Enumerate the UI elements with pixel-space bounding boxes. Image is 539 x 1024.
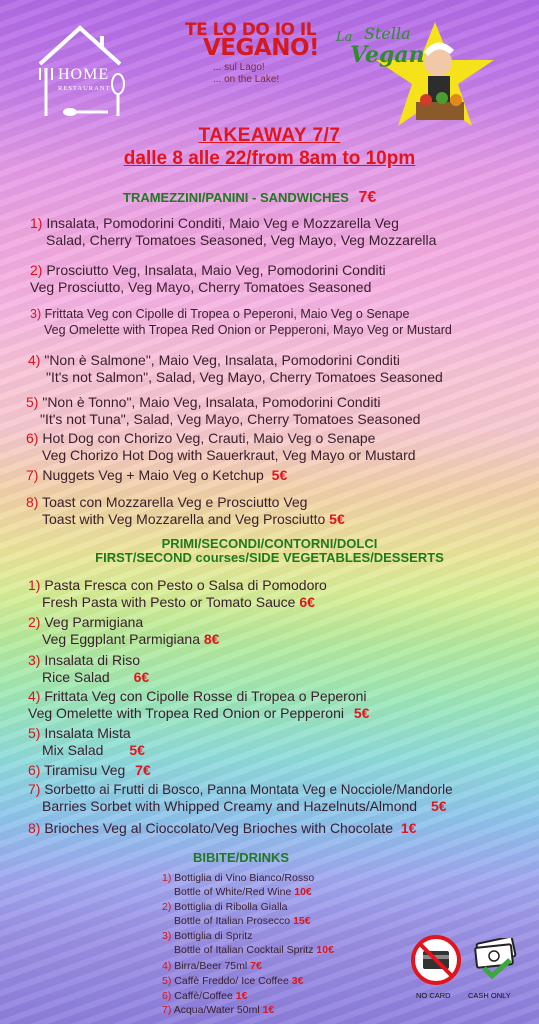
course-item-4 [28,688,369,722]
item-number: 8) [26,494,39,510]
no-card-label: NO CARD [416,991,451,1000]
item-en: Fresh Pasta with Pesto or Tomato Sauce [42,594,296,610]
hours-title: dalle 8 alle 22/from 8am to 10pm [123,148,416,169]
course-item-3 [28,652,149,686]
item-price: 8€ [203,631,220,647]
cash-icon [470,938,522,982]
item-price: 6€ [133,669,150,685]
drink-item-7 [162,1004,274,1018]
item-number: 7) [28,781,41,797]
item-number: 7) [26,467,39,483]
item-price: 1€ [262,1004,275,1016]
home-restaurant-logo [30,22,130,122]
drinks-heading: BIBITE/DRINKS [193,850,290,865]
item-price: 10€ [294,885,312,898]
item-number: 8) [28,820,41,836]
course-item-1 [28,577,327,611]
item-en: Salad, Cherry Tomatoes Seasoned, Veg Mayo, Veg Mozzarella [46,232,437,248]
stella-la: La [336,30,353,45]
item-number: 2) [162,901,172,913]
item-it: Brioches Veg al Cioccolato/Veg Brioches with Chocolate [44,820,393,836]
item-it: Caffè Freddo/ Ice Coffee [174,975,289,987]
vegano-sub-2: ... on the Lake! [213,73,280,85]
takeaway-title: TAKEAWAY 7/7 [198,125,341,146]
item-number: 1) [28,577,41,593]
item-number: 4) [28,352,41,368]
item-price: 5€ [129,742,145,758]
item-number: 6) [26,430,39,446]
drink-item-5 [162,975,303,989]
item-number: 3) [28,652,41,668]
drink-item-3 [162,930,334,957]
vegano-line-2: VEGANO! [203,35,319,62]
item-price: 7€ [250,960,262,972]
item-it: Tiramisu Veg [44,762,126,778]
vegano-logo [185,22,325,86]
vegano-line-1: TE LO DO IO IL [185,20,317,40]
item-number: 4) [28,688,41,704]
item-price: 1€ [400,820,417,836]
course-item-7 [28,781,453,815]
item-number: 5) [26,394,39,410]
sandwich-item-3 [30,306,452,338]
payment-info [408,934,528,1004]
item-it: Bottiglia di Ribolla Gialla [174,901,288,913]
sandwich-item-8 [26,494,345,528]
item-en: "It's not Salmon", Salad, Veg Mayo, Cherry Tomatoes Seasoned [46,369,443,385]
item-en: Bottle of Italian Cocktail Spritz [174,943,314,956]
drink-item-6 [162,990,247,1004]
sandwich-item-2 [30,262,386,296]
item-en: Veg Chorizo Hot Dog with Sauerkraut, Veg Mayo or Mustard [42,447,416,463]
item-price: 7€ [135,762,151,778]
sandwich-item-5 [26,394,420,428]
item-it: Insalata Mista [44,725,131,741]
item-number: 6) [28,762,41,778]
item-number: 5) [162,975,172,987]
item-price: 1€ [235,990,248,1002]
item-en: "It's not Tuna", Salad, Veg Mayo, Cherry Tomatoes Seasoned [40,411,421,427]
item-en: Mix Salad [42,742,104,758]
item-en: Veg Omelette with Tropea Red Onion or Pepperoni [28,705,344,721]
item-it: Insalata di Riso [44,652,141,668]
item-en: Rice Salad [42,669,110,685]
item-number: 3) [162,930,172,942]
item-it: Bottiglia di Vino Bianco/Rosso [174,872,315,884]
item-price: 5€ [271,467,288,483]
item-number: 5) [28,725,41,741]
item-it: Veg Parmigiana [44,614,144,630]
item-it: Prosciutto Veg, Insalata, Maio Veg, Pomodorini Conditi [46,262,386,278]
drink-item-4 [162,960,262,974]
item-it: Frittata Veg con Cipolle Rosse di Tropea o Peperoni [44,688,367,704]
item-en: Bottle of Italian Prosecco [174,914,291,927]
sandwich-item-4 [28,352,443,386]
item-en: Barries Sorbet with Whipped Creamy and Hazelnuts/Almond [42,798,418,814]
courses-heading-en: FIRST/SECOND courses/SIDE VEGETABLES/DESSERTS [95,550,444,565]
home-logo-sub: RESTAURANT [58,85,111,92]
item-en: Veg Prosciutto, Veg Mayo, Cherry Tomatoes Seasoned [30,279,372,295]
item-price: 3€ [291,975,304,987]
sandwiches-heading-price: 7€ [358,189,377,206]
no-card-icon [410,934,462,986]
item-en: Veg Eggplant Parmigiana [42,631,200,647]
item-it: "Non è Tonno", Maio Veg, Insalata, Pomodorini Conditi [42,394,381,410]
item-number: 2) [28,614,41,630]
item-en: Veg Omelette with Tropea Red Onion or Pepperoni, Mayo Veg or Mustard [44,323,452,337]
vegano-sub-1: ... sul Lago! [213,61,265,73]
drink-item-2 [162,901,311,928]
sandwich-item-6 [26,430,416,464]
courses-heading-it: PRIMI/SECONDI/CONTORNI/DOLCI [161,536,378,551]
item-it: Birra/Beer 75ml [174,960,248,972]
item-it: Nuggets Veg + Maio Veg o Ketchup [42,467,264,483]
item-it: Frittata Veg con Cipolle di Tropea o Peperoni, Maio Veg o Senape [44,307,410,321]
course-item-6 [28,762,151,779]
item-number: 2) [30,262,43,278]
item-en: Bottle of White/Red Wine [174,885,292,898]
item-price: 6€ [299,594,315,610]
stella-vegan: Vegan [350,42,425,68]
item-price: 10€ [316,943,334,956]
la-stella-vegan-logo [330,20,500,130]
cash-only-label: CASH ONLY [468,991,511,1000]
item-it: Bottiglia di Spritz [174,930,253,942]
item-price: 5€ [353,705,370,721]
home-logo-word: HOME [58,66,110,83]
sandwich-item-1 [30,215,436,249]
item-it: Acqua/Water 50ml [173,1004,260,1016]
item-it: Hot Dog con Chorizo Veg, Crauti, Maio Veg o Senape [42,430,376,446]
sandwiches-heading [123,189,376,207]
item-number: 1) [162,872,172,884]
item-it: "Non è Salmone", Maio Veg, Insalata, Pomodorini Conditi [44,352,400,368]
item-en: Toast with Veg Mozzarella and Veg Prosciutto [42,511,326,527]
course-item-8 [28,820,416,837]
item-price: 15€ [293,914,311,927]
item-it: Caffè/Coffee [174,990,233,1002]
item-price: 5€ [430,798,447,814]
drink-item-1 [162,872,314,899]
item-number: 6) [162,990,172,1002]
item-it: Insalata, Pomodorini Conditi, Maio Veg e Mozzarella Veg [46,215,399,231]
item-number: 7) [162,1004,172,1016]
item-number: 3) [30,307,42,321]
course-item-2 [28,614,219,648]
item-number: 1) [30,215,43,231]
item-it: Toast con Mozzarella Veg e Prosciutto Veg [42,494,308,510]
sandwich-item-7 [26,467,287,484]
item-number: 4) [162,960,172,972]
courses-heading [0,537,539,565]
sandwiches-heading-text: TRAMEZZINI/PANINI - SANDWICHES [123,190,349,205]
item-it: Sorbetto ai Frutti di Bosco, Panna Montata Veg e Nocciole/Mandorle [44,782,453,797]
item-price: 5€ [329,511,345,527]
stella-word: Stella [364,24,411,43]
item-it: Pasta Fresca con Pesto o Salsa di Pomodoro [44,577,327,593]
course-item-5 [28,725,145,759]
